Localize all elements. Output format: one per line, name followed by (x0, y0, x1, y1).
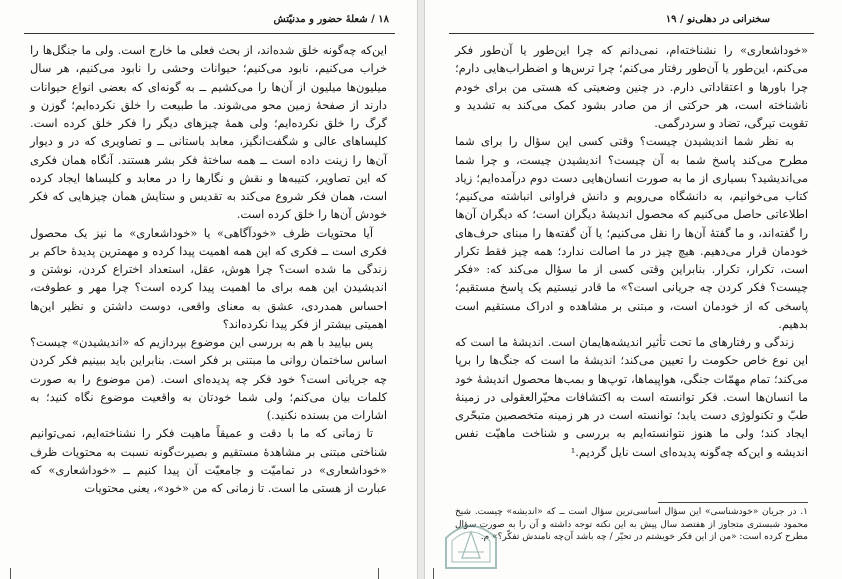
left-page-body (30, 41, 387, 497)
right-paragraph-1: «خوداشعاری» را نشناخته‌ام، نمی‌دانم که چرا این‌طور یا آن‌طور فکر می‌کنم، این‌طور یا آن‌طور رفتار می‌کنم؛ چرا ترس‌ها و اضطراب‌هایی دارم؛ چرا باورها و اعتقاداتی دارم. در چنین وضعیتی که هستی من برای خودم ناشناخته است، هر حرکتی از من صادر بشود کمک می‌کند به تشدید و تقویت تیرگی، تضاد و سردرگمی. (455, 43, 808, 130)
library-stamp-icon (440, 512, 502, 574)
right-paragraph-2: به نظر شما اندیشیدن چیست؟ وقتی کسی این سؤال را برای شما مطرح می‌کند پاسخ شما به آن چیست؟ اندیشیدن چیست، و چرا شما می‌اندیشید؟ بسیاری از ما به صورت انسان‌هایی دست دوم درآمده‌ایم؛ زیاد کتاب می‌خوانیم، به دانشگاه می‌رویم و دانش فراوانی انباشته می‌کنیم؛ اطلاعاتی حاصل می‌کنیم که محصول اندیشهٔ دیگران است؛ که دیگران آن‌ها را گفته‌اند، و ما گفتهٔ آن‌ها را نقل می‌کنیم؛ یا آن گفته‌ها را مبنای حرف‌های خودمان قرار می‌دهیم. هیچ چیز در ما اصالت ندارد؛ همه چیز فقط تکرار است، تکرار، تکرار. بنابراین وقتی کسی از ما سؤال می‌کند که: «فکر چیست؟ فکر کردن چه جریانی است؟» ما قادر نیستیم یک پاسخ مستقیم؛ پاسخی که از خودمان است، و مبتنی بر مشاهده و ادراک مستقیم است بدهیم. (455, 134, 808, 331)
left-paragraph-1: این‌که چه‌گونه خلق شده‌اند، از بحث فعلی ما خارج است. ولی ما جنگل‌ها را خراب می‌کنیم، نابود می‌کنیم؛ حیوانات وحشی را نابود می‌کنیم، هر سال میلیون‌ها میلیون از آن‌ها را می‌کشیم ــ به گونه‌ای که بعضی انواع حیوانات دارند از صفحهٔ زمین محو می‌شوند. ما طبیعت را خلق نکرده‌ایم؛ گوزن و گرگ را خلق نکرده‌ایم؛ ولی همهٔ چیزهای دیگر را فکر خلق کرده است. کلیساهای عالی و شگفت‌انگیز، معابد باستانی ــ و تصاویری که در و دیوار آن‌ها را زینت داده است ــ همه ساختهٔ فکر بشر هستند. آنگاه همان فکری که این تصاویر، کتیبه‌ها و نقش و نگارها را در معابد و کلیساها ایجاد کرده است، همان فکر شروع می‌کند به تقدیس و ستایش همان چیزهایی که فکر خودش آن‌ها را خلق کرده است. (30, 43, 387, 222)
left-paragraph-3: پس بیایید با هم به بررسی این موضوع بپردازیم که «اندیشیدن» چیست؟ اساس ساختمان روانی ما مبتنی بر فکر است. بنابراین باید ببینیم فکر کردن چه جریانی است؟ خود فکر چه پدیده‌ای است. (من موضوع را به صورت کلمات بیان می‌کنم؛ ولی شما خودتان به واقعیت موضوع نگاه کنید؛ به اشارات من بسنده نکنید.) (30, 335, 387, 422)
left-paragraph-4: تا زمانی که ما با دقت و عمیقاً ماهیت فکر را نشناخته‌ایم، نمی‌توانیم شناختی مبتنی بر مشاهدهٔ مستقیم و بصیرت‌گونه نسبت به محتویات ظرف «خوداشعاری» در تمامیّت و جامعیّت آن پیدا کنیم ــ «خوداشعاری» که عبارت از هستی ما است. تا زمانی که من «خود»، یعنی محتویات (30, 426, 387, 495)
right-paragraph-3: زندگی و رفتارهای ما تحت تأثیر اندیشه‌هایمان است. اندیشهٔ ما است که این نوع خاص حکومت را تعیین می‌کند؛ اندیشهٔ ما است که جنگ‌ها را برپا می‌کند؛ تمام مهمّات جنگی، هواپیماها، توپ‌ها و بمب‌ها محصول اندیشهٔ خود ما انسان‌ها است. فکر توانسته است به اکتشافات محیّرالعقولی در زمینهٔ طبّ و تکنولوژی دست یابد؛ توانسته است در هر زمینه متخصصین متبحّری ایجاد کند؛ ولی ما هنوز نتوانسته‌ایم به بررسی و شناخت ماهیّت نفس اندیشه و این‌که چه‌گونه پدیده‌ای است نایل گردیم.¹ (455, 335, 808, 459)
right-page-header: سخنرانی در دهلی‌نو / ۱۹ (665, 14, 770, 25)
right-page-body (455, 41, 808, 461)
left-paragraph-2: آیا محتویات ظرف «خودآگاهی» یا «خوداشعاری» ما نیز یک محصول فکری است ــ فکری که این همه اهمیت پیدا کرده و مهمترین پدیدهٔ حاکم بر زندگی ما شده است؟ چرا هوش، عقل، استعداد اختراع کردن، نوشتن و اندیشیدن این همه برای ما اهمیت پیدا کرده است؟ چرا مهر و عطوفت، احساس همدردی، عشق به معنای واقعی، دوست داشتن و نظیر این‌ها اهمیتی بیشتر از فکر پیدا نکرده‌اند؟ (30, 225, 387, 331)
right-page (424, 0, 842, 579)
footnote: ۱. در جریان «خودشناسی» این سؤال اساسی‌ترین سؤال است ــ که «اندیشه» چیست. شیخ محمود شبستری متجاوز از هفتصد سال پیش به این نکته توجه داشته و آن را به صورت سؤال مطرح کرده است: «من از این فکر خویشتم در تحیّر / چه باشد آن‌چه نامندش تفکّر؟» م. (455, 507, 808, 543)
right-header-rule (449, 33, 814, 34)
crop-mark (10, 568, 11, 579)
left-header-rule (24, 33, 395, 34)
left-page (0, 0, 418, 579)
left-page-header: ۱۸ / شعلهٔ حضور و مدنیّتش (273, 14, 389, 25)
footnote-rule (658, 502, 808, 503)
crop-mark (378, 568, 379, 579)
crop-mark (433, 568, 434, 579)
